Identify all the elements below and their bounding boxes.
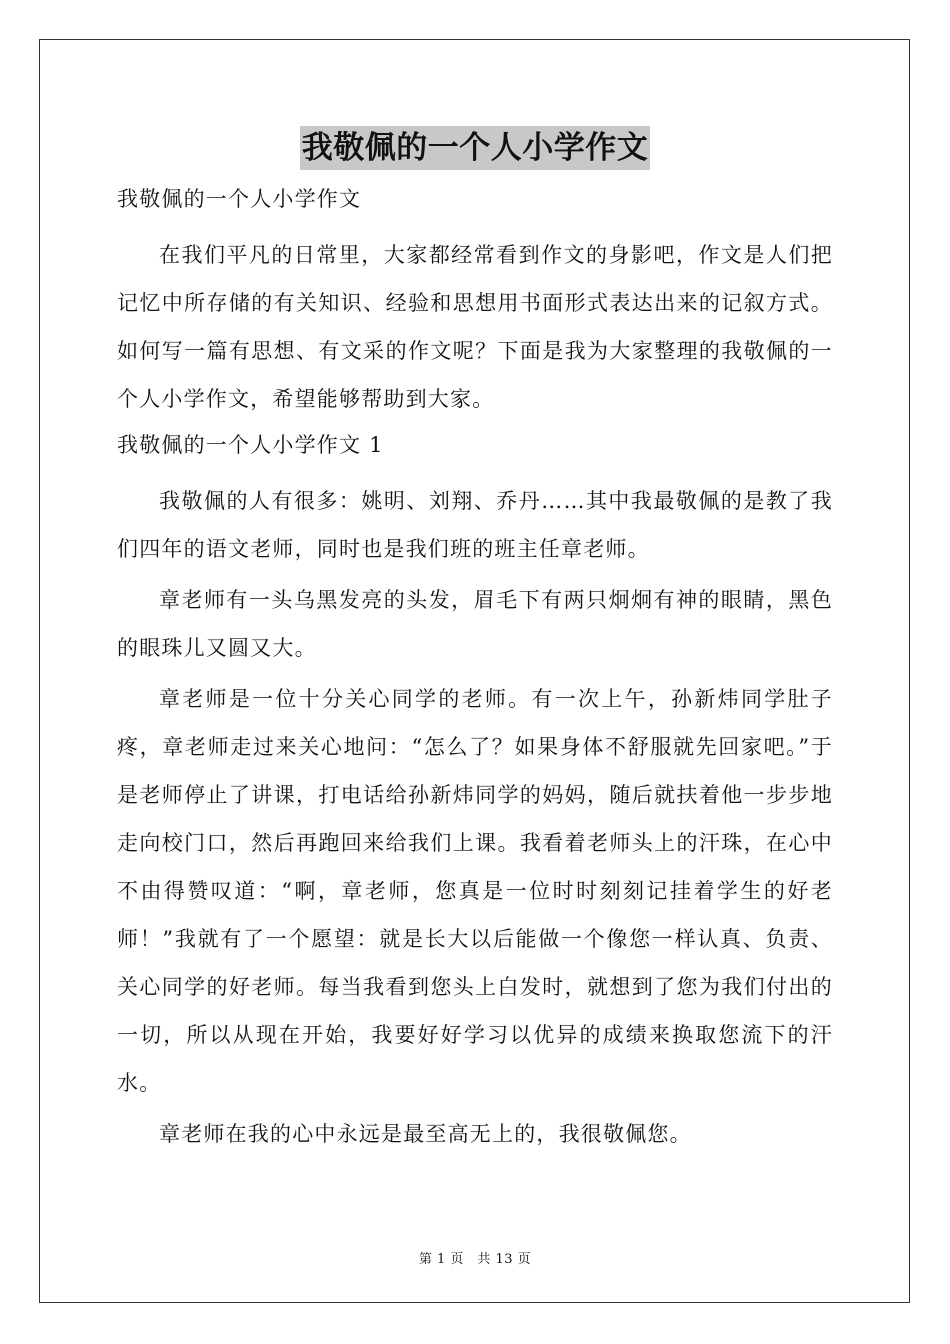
body-paragraph: 我敬佩的人有很多：姚明、刘翔、乔丹……其中我最敬佩的是教了我们四年的语文老师，同时也是我们班的班主任章老师。 (117, 489, 833, 561)
page-footer: 第 1 页 共 13 页 (418, 1252, 532, 1267)
body-paragraph: 章老师有一头乌黑发亮的头发，眉毛下有两只炯炯有神的眼睛，黑色的眼珠儿又圆又大。 (117, 588, 833, 660)
document-body (117, 180, 833, 1161)
body-paragraph: 章老师是一位十分关心同学的老师。有一次上午，孙新炜同学肚子疼，章老师走过来关心地问：“怎么了？如果身体不舒服就先回家吧。”于是老师停止了讲课，打电话给孙新炜同学的妈妈，随后就扶着他一步步地走向校门口，然后再跑回来给我们上课。我看着老师头上的汗珠，在心中不由得赞叹道：“啊，章老师，您真是一位时时刻刻记挂着学生的好老师！”我就有了一个愿望：就是长大以后能做一个像您一样认真、负责、关心同学的好老师。每当我看到您头上白发时，就想到了您为我们付出的一切，所以从现在开始，我要好好学习以优异的成绩来换取您流下的汗水。 (117, 687, 833, 1095)
section-heading: 我敬佩的一个人小学作文 1 (117, 433, 384, 457)
document-title: 我敬佩的一个人小学作文 (300, 126, 651, 170)
body-paragraph: 章老师在我的心中永远是最至高无上的，我很敬佩您。 (159, 1122, 692, 1146)
document-subtitle: 我敬佩的一个人小学作文 (117, 187, 362, 211)
title-container (0, 126, 950, 170)
intro-paragraph: 在我们平凡的日常里，大家都经常看到作文的身影吧，作文是人们把记忆中所存储的有关知识、经验和思想用书面形式表达出来的记叙方式。如何写一篇有思想、有文采的作文呢？下面是我为大家整理的我敬佩的一个人小学作文，希望能够帮助到大家。 (117, 243, 833, 411)
